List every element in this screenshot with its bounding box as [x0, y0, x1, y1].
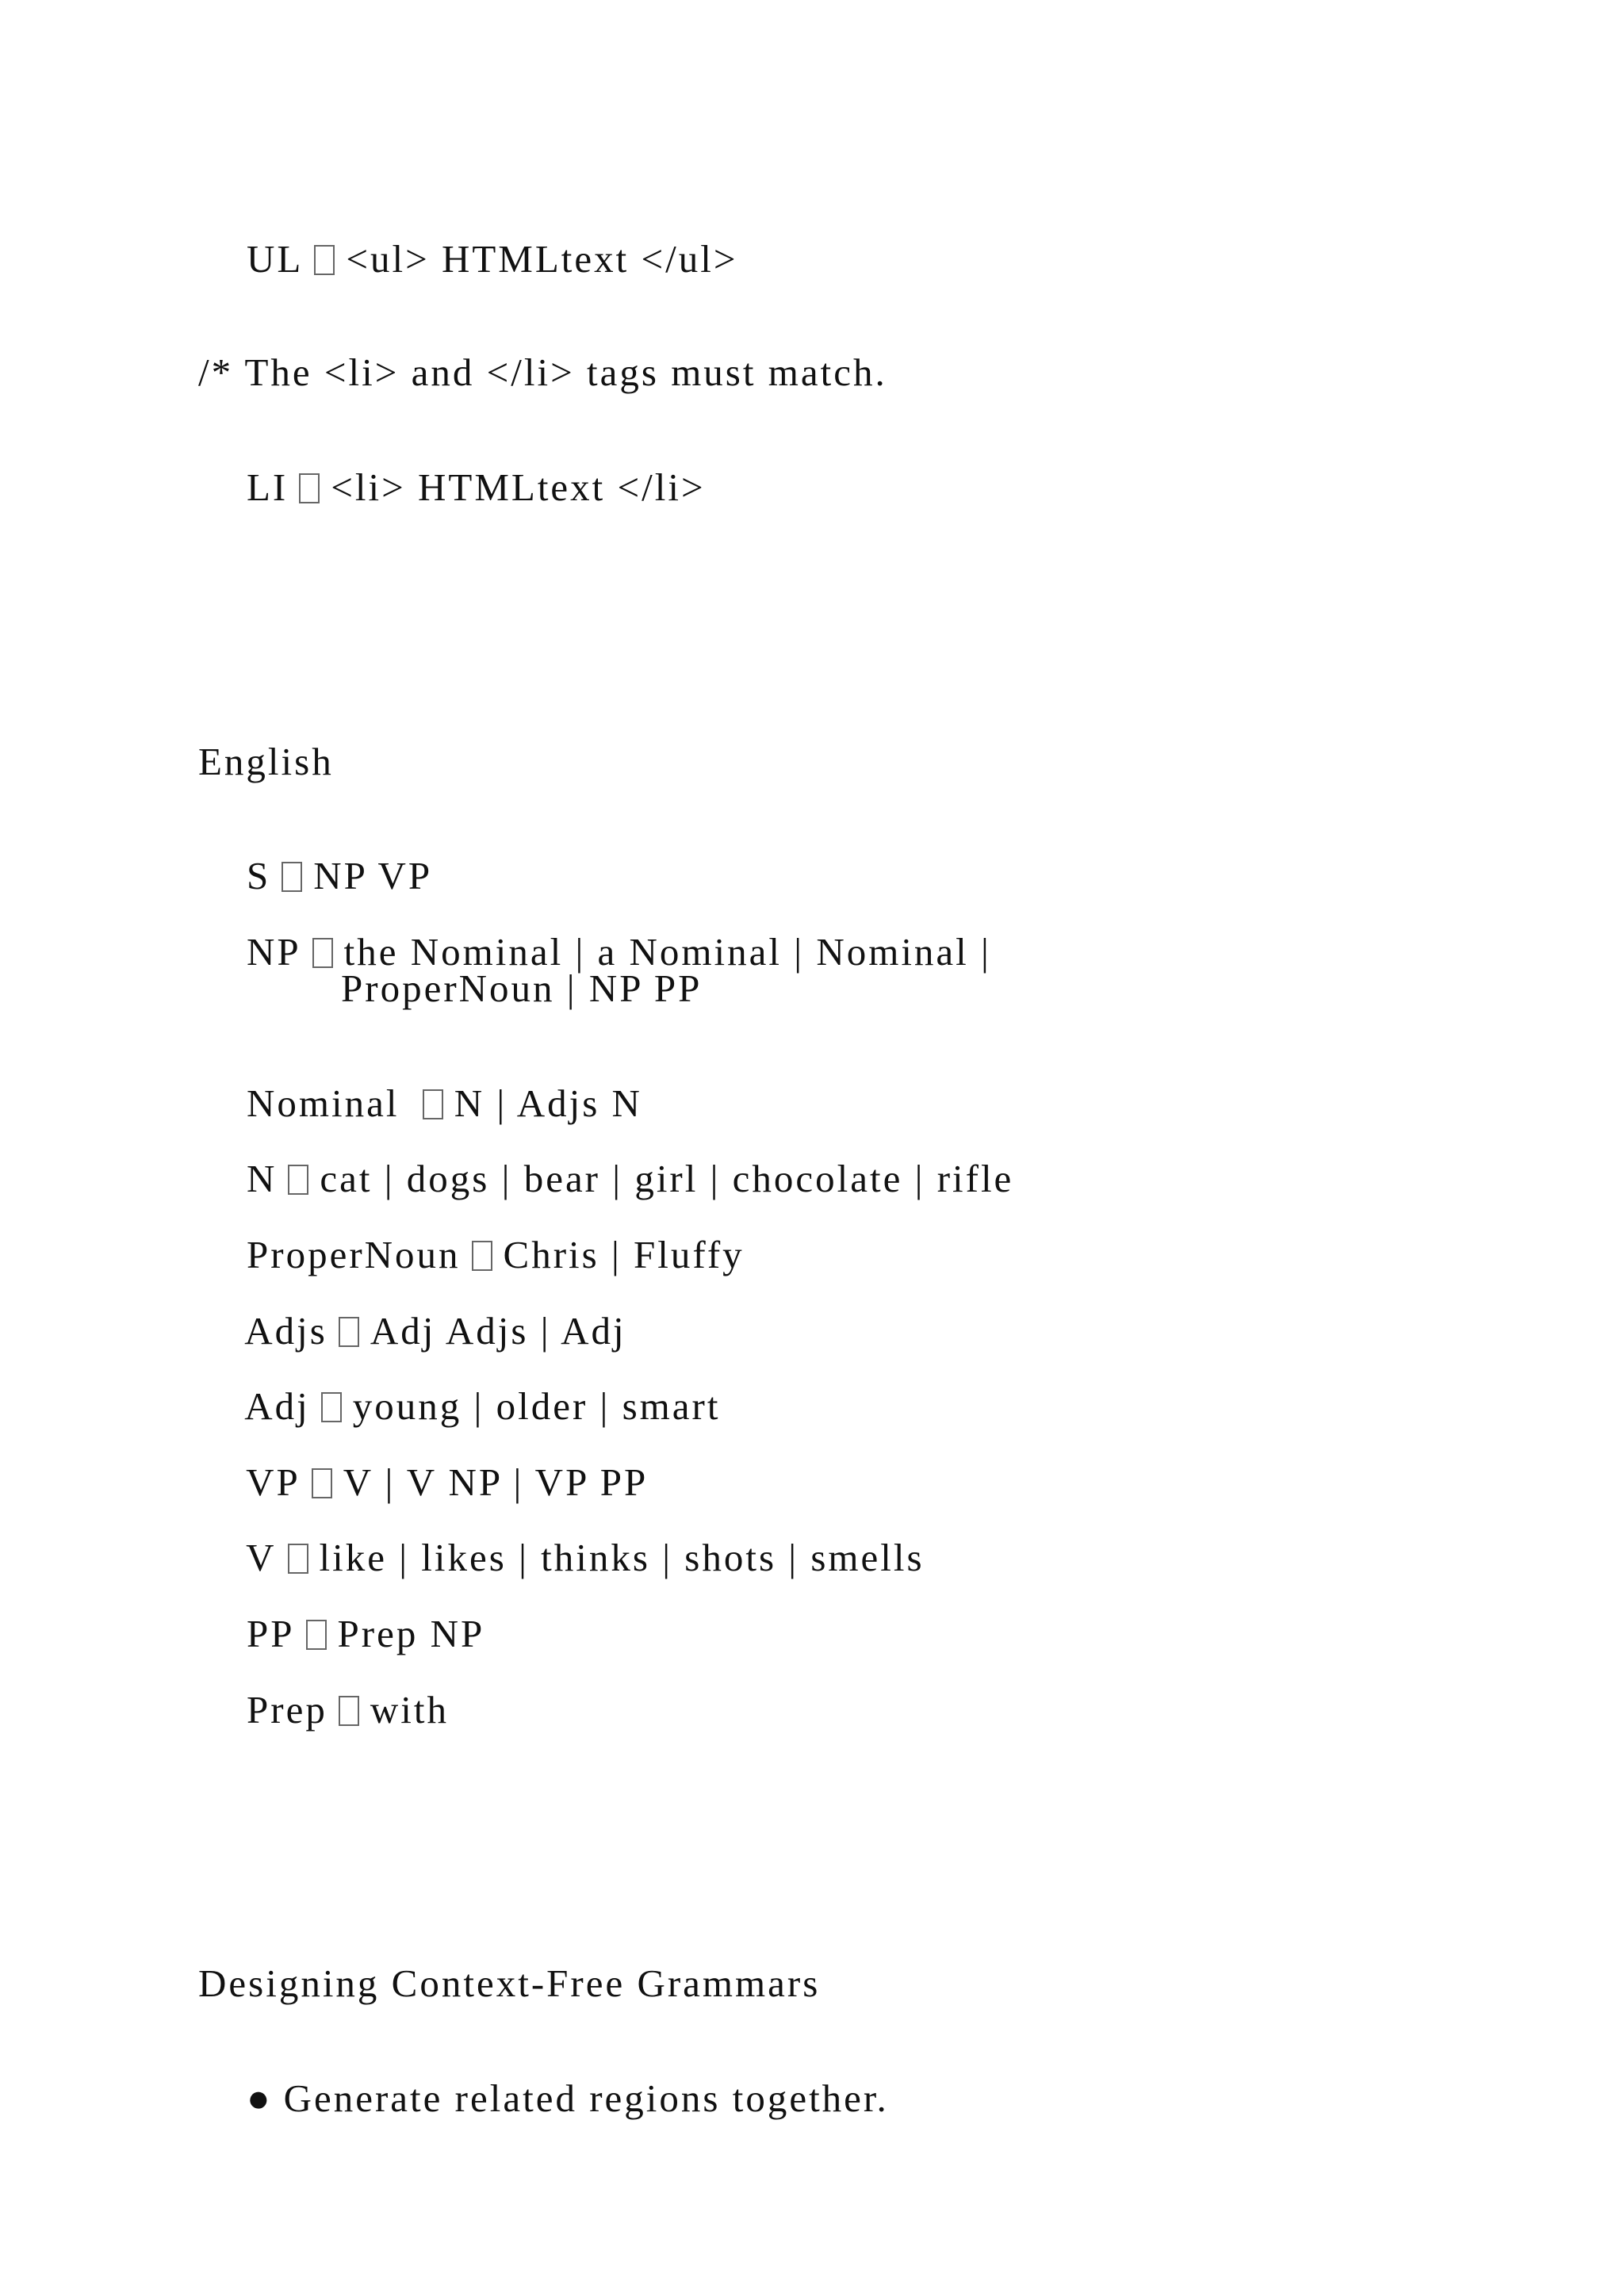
rule-lhs: N — [247, 1157, 278, 1200]
rule-rhs: Prep NP — [337, 1612, 485, 1655]
rule-lhs: Adjs — [244, 1309, 327, 1353]
rule-rhs: Adj Adjs | Adj — [370, 1309, 626, 1353]
missing-arrow-glyph-icon — [288, 1165, 308, 1195]
rule-rhs: the Nominal | a Nominal | Nominal | — [343, 930, 991, 974]
rule-lhs: Nominal — [247, 1081, 412, 1125]
design-heading: Designing Context-Free Grammars — [198, 1961, 821, 2005]
rule-rhs: NP VP — [313, 854, 433, 897]
design-bullet-item — [198, 2040, 889, 2156]
rule-lhs: S — [247, 854, 271, 897]
missing-arrow-glyph-icon — [312, 1468, 332, 1498]
li-rule-rhs: <li> HTMLtext </li> — [331, 465, 706, 509]
rule-lhs: V — [246, 1536, 277, 1579]
rule-rhs: like | likes | thinks | shots | smells — [319, 1536, 925, 1579]
english-heading: English — [198, 740, 334, 783]
missing-arrow-glyph-icon — [312, 938, 333, 968]
missing-arrow-glyph-icon — [339, 1317, 359, 1347]
missing-arrow-glyph-icon — [472, 1241, 492, 1271]
rule-lhs: Adj — [244, 1384, 310, 1428]
li-rule-lhs: LI — [247, 465, 289, 509]
missing-arrow-glyph-icon — [288, 1544, 308, 1574]
rule-lhs: Prep — [247, 1688, 327, 1732]
missing-arrow-glyph-icon — [314, 245, 335, 275]
ul-rule-lhs: UL — [247, 237, 304, 281]
rule-rhs: young | older | smart — [352, 1384, 721, 1428]
rule-rhs: N | Adjs N — [454, 1081, 642, 1125]
rule-lhs: VP — [246, 1460, 301, 1504]
grammar-rule-prep — [198, 1651, 449, 1768]
missing-arrow-glyph-icon — [321, 1392, 342, 1422]
missing-arrow-glyph-icon — [423, 1089, 443, 1119]
ul-rule-rhs: <ul> HTMLtext </ul> — [346, 237, 738, 281]
rule-rhs: with — [370, 1688, 449, 1732]
missing-arrow-glyph-icon — [299, 473, 320, 503]
rule-lhs: ProperNoun — [247, 1233, 461, 1276]
rule-rhs: cat | dogs | bear | girl | chocolate | rifle — [320, 1157, 1014, 1200]
rule-lhs: NP — [247, 930, 301, 974]
rule-rhs: Chris | Fluffy — [503, 1233, 745, 1276]
rule-lhs: PP — [247, 1612, 295, 1655]
missing-arrow-glyph-icon — [339, 1696, 359, 1726]
li-comment-line: /* The <li> and </li> tags must match. — [198, 350, 887, 394]
li-rule-line — [198, 429, 706, 545]
bullet-text: Generate related regions together. — [283, 2076, 889, 2120]
bullet-icon: ● — [247, 2076, 273, 2120]
rule-rhs: V | V NP | VP PP — [343, 1460, 649, 1504]
missing-arrow-glyph-icon — [282, 862, 302, 892]
ul-rule-line — [198, 201, 738, 317]
grammar-rule-np-continuation: ProperNoun | NP PP — [341, 966, 703, 1010]
missing-arrow-glyph-icon — [306, 1620, 327, 1650]
